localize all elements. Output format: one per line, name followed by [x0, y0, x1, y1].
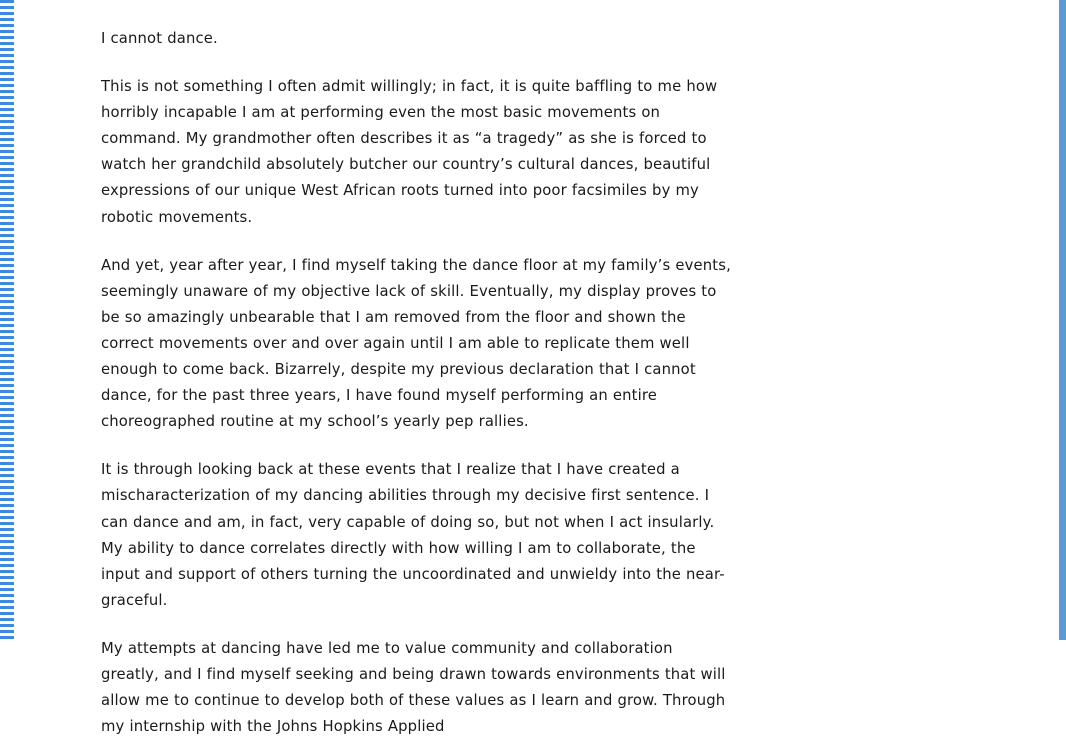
document-canvas [14, 0, 1059, 736]
paragraph: This is not something I often admit willingly; in fact, it is quite baffling to me how horribly incapable I am at performing even the most basic movements on command. My grandmother often describes it as “a tragedy” as she is forced to watch her grandchild absolutely butcher our country’s cultural dances, beautiful expressions of our unique West African roots turned into poor facsimiles by my robotic movements. [101, 78, 718, 226]
paragraph: And yet, year after year, I find myself taking the dance floor at my family’s events, seemingly unaware of my objective lack of skill. Eventually, my display proves to be so amazingly unbearable that I am removed from the floor and shown the correct movements over and over again until I am able to replicate them well enough to come back. Bizarrely, despite my previous declaration that I cannot dance, for the past three years, I have found myself performing an entire choreographed routine at my school’s yearly pep rallies. [101, 256, 731, 431]
left-decorative-rail [0, 0, 14, 640]
vertical-scrollbar[interactable] [1059, 0, 1066, 640]
paragraph: It is through looking back at these events that I realize that I have created a mischaracterization of my dancing abilities through my decisive first sentence. I can dance and am, in fact, very capable of doing so, but not when I act insularly. My ability to dance correlates directly with how willing I am to collaborate, the input and support of others turning the uncoordinated and unwieldy into the near-graceful. [101, 461, 725, 609]
essay-text-body [101, 26, 733, 740]
paragraph: I cannot dance. [101, 30, 218, 47]
paragraph: My attempts at dancing have led me to value community and collaboration greatly, and I find myself seeking and being drawn towards environments that will allow me to continue to develop both of these values as I learn and grow. Through my internship with the Johns Hopkins Applied [101, 639, 726, 736]
